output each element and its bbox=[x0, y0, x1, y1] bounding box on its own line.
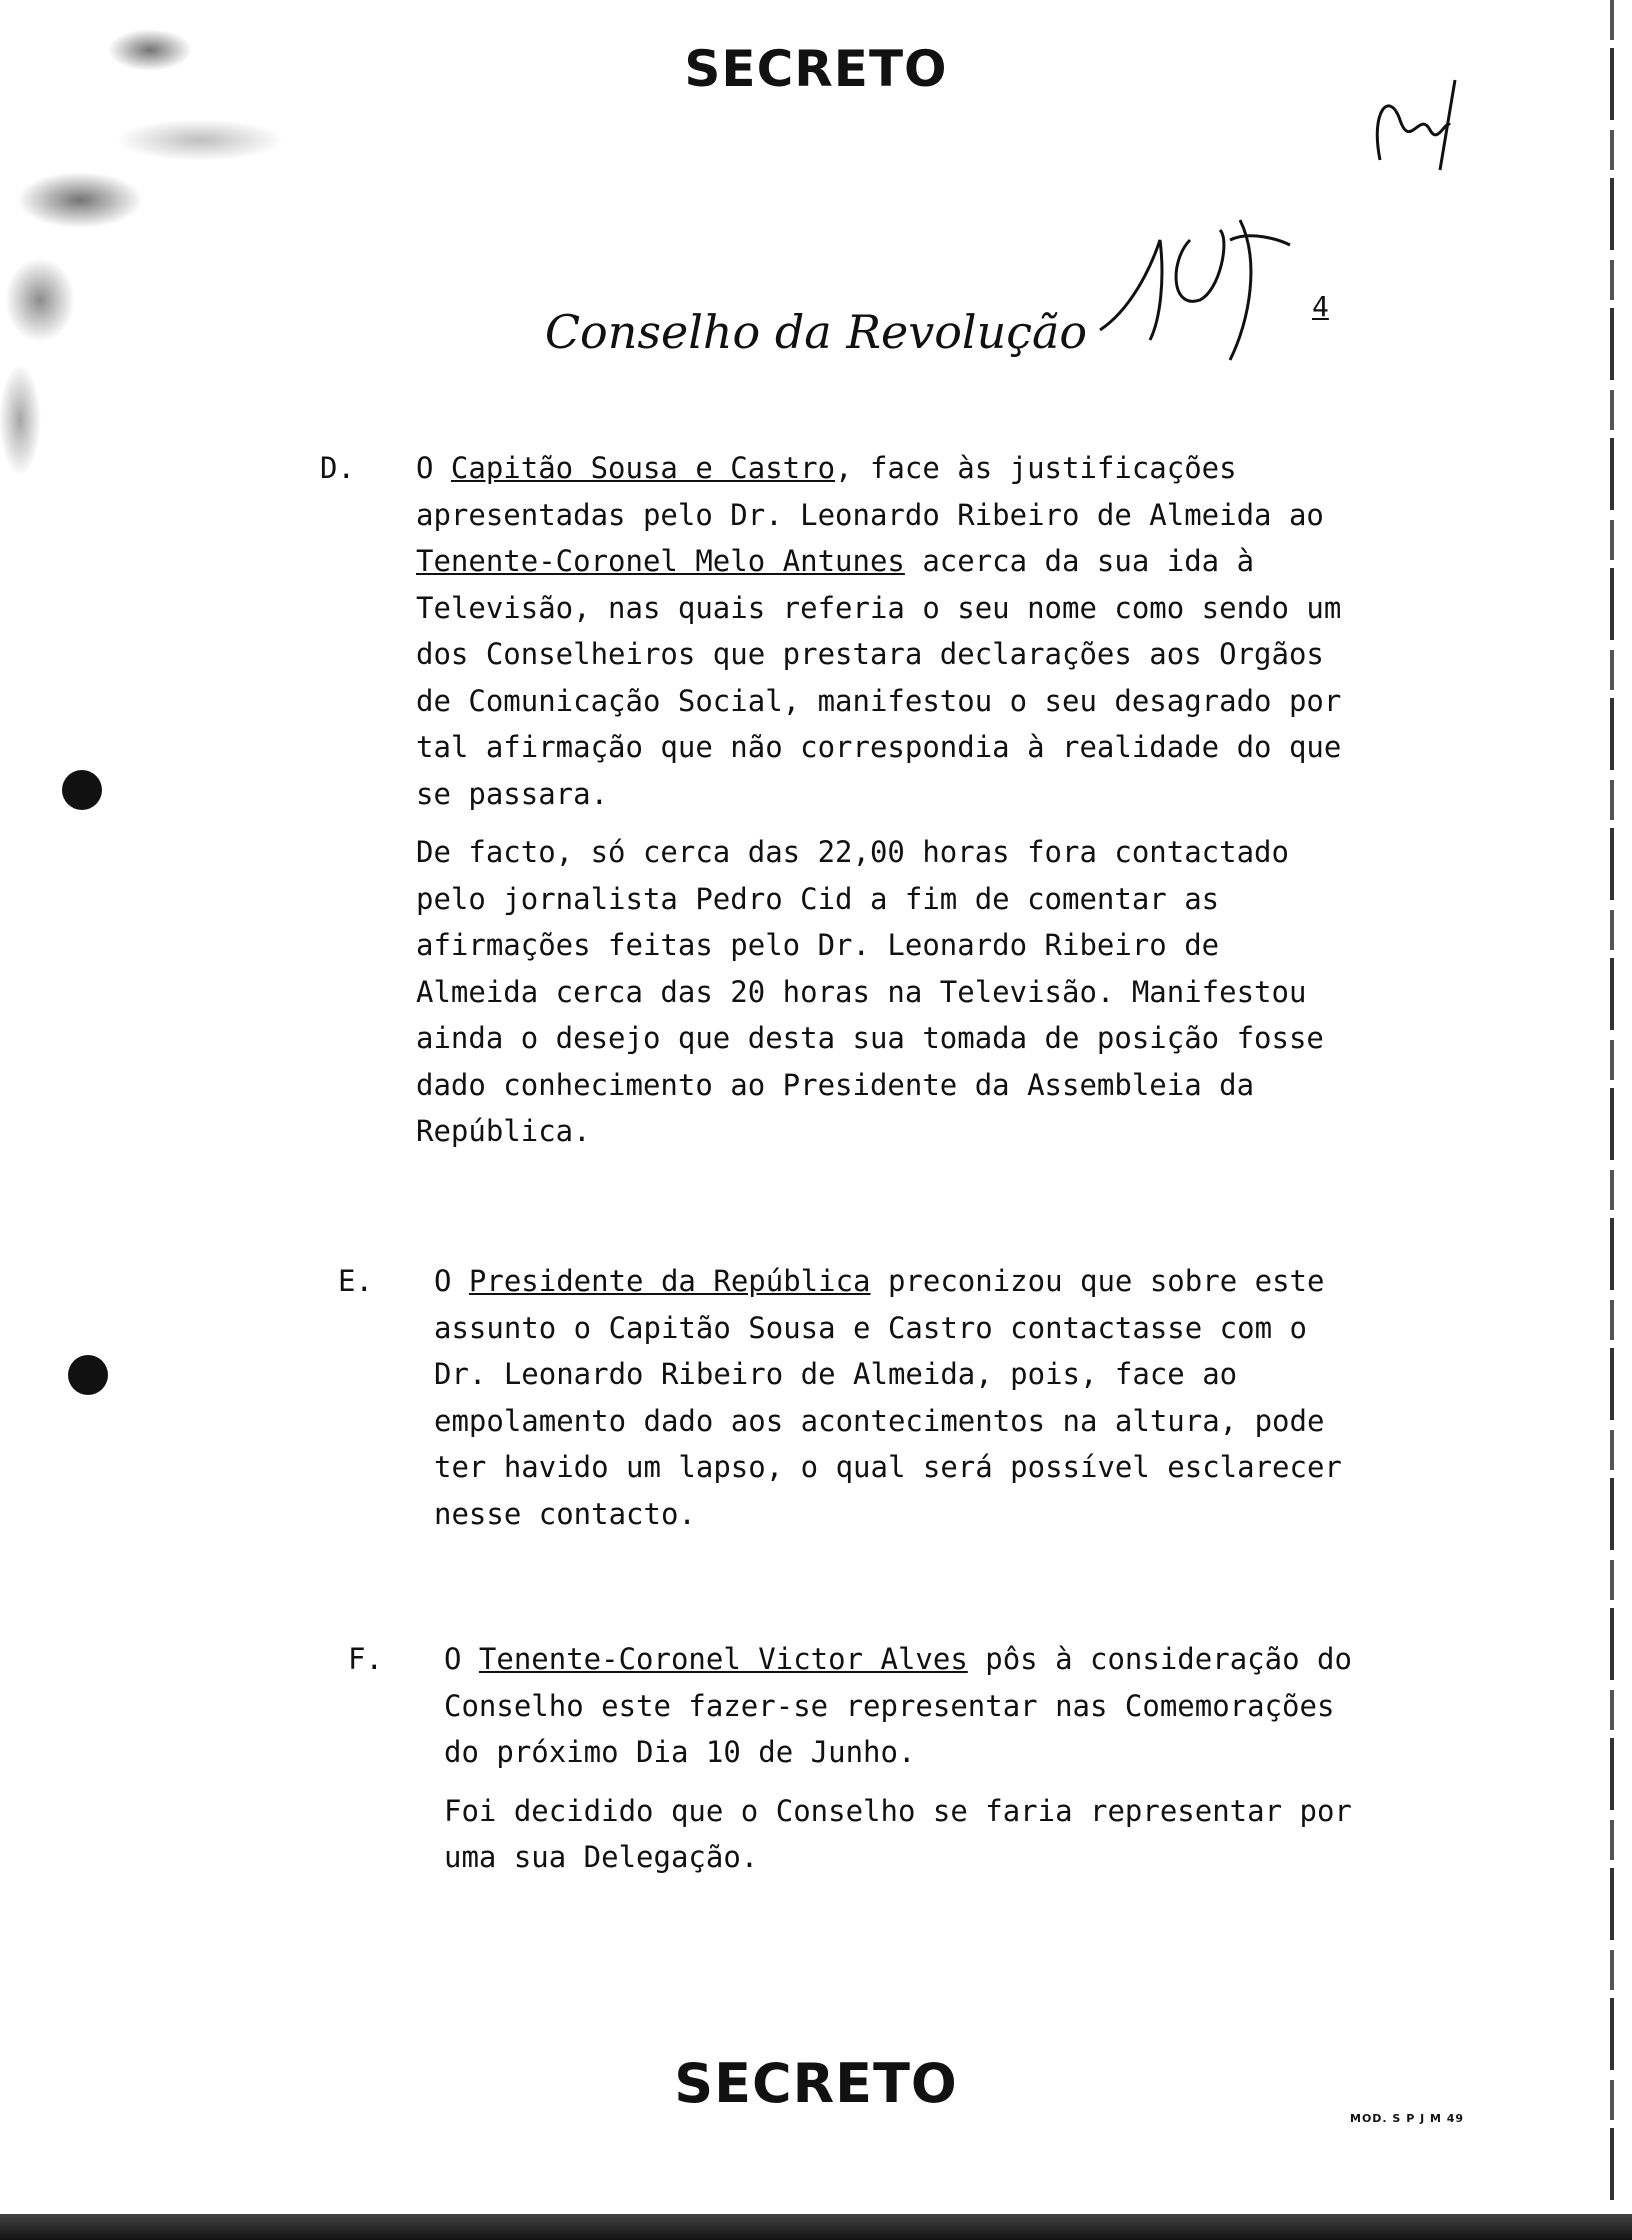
classification-top: SECRETO bbox=[684, 40, 948, 98]
paragraph-text: preconizou que sobre este assunto o Capitão Sousa e Castro contactasse com o Dr. Leonardo Ribeiro de Almeida, pois, face ao empolamento dado aos acontecimentos na altura, pode ter havido um lapso, o qual será possível esclarecer nesse contacto. bbox=[434, 1264, 1342, 1531]
letterhead: Conselho da Revolução bbox=[544, 305, 1088, 359]
item-paragraph bbox=[444, 1636, 1384, 1776]
item-letter: F. bbox=[348, 1642, 383, 1676]
classification-bottom: SECRETO bbox=[674, 2052, 958, 2115]
item-paragraph bbox=[416, 829, 1356, 1155]
item-paragraph bbox=[444, 1788, 1384, 1881]
handwritten-initials bbox=[1360, 70, 1480, 180]
item-body bbox=[444, 1636, 1384, 1881]
punch-hole bbox=[62, 770, 102, 810]
scan-edge-bottom bbox=[0, 2214, 1632, 2240]
page-number: 4 bbox=[1312, 290, 1329, 323]
punch-hole bbox=[68, 1355, 108, 1395]
item-letter: D. bbox=[320, 451, 355, 485]
paragraph-text: Foi decidido que o Conselho se faria representar por uma sua Delegação. bbox=[444, 1793, 1352, 1874]
underlined-name: Tenente-Coronel Melo Antunes bbox=[416, 544, 905, 578]
item-paragraph bbox=[416, 445, 1356, 817]
underlined-name: Presidente da República bbox=[468, 1264, 871, 1298]
paragraph-text: O bbox=[416, 451, 451, 485]
paragraph-text: O bbox=[444, 1642, 479, 1676]
paragraph-text: O bbox=[434, 1264, 469, 1298]
form-code: MOD. S P J M 49 bbox=[1350, 2112, 1465, 2125]
paragraph-text: , face às justificações apresentadas pelo Dr. Leonardo Ribeiro de Almeida ao bbox=[416, 451, 1324, 532]
paragraph-text: pôs à consideração do Conselho este fazer-se representar nas Comemorações do próximo Dia 10 de Junho. bbox=[444, 1642, 1352, 1769]
paragraph-text: acerca da sua ida à Televisão, nas quais referia o seu nome como sendo um dos Conselheiros que prestara declarações aos Orgãos de Comunicação Social, manifestou o seu desagrado por tal afirmação que não correspondia à realidade do que se passara. bbox=[416, 544, 1342, 811]
underlined-name: Capitão Sousa e Castro bbox=[450, 451, 836, 485]
item-body bbox=[416, 445, 1356, 1155]
item-body bbox=[434, 1258, 1374, 1537]
underlined-name: Tenente-Coronel Victor Alves bbox=[478, 1642, 968, 1676]
item-paragraph bbox=[434, 1258, 1374, 1537]
item-letter: E. bbox=[338, 1264, 373, 1298]
paragraph-text: De facto, só cerca das 22,00 horas fora contactado pelo jornalista Pedro Cid a fim de comentar as afirmações feitas pelo Dr. Leonardo Ribeiro de Almeida cerca das 20 horas na Televisão. Manifestou ainda o desejo que desta sua tomada de posição fosse dado conhecimento ao Presidente da Assembleia da República. bbox=[416, 835, 1324, 1148]
